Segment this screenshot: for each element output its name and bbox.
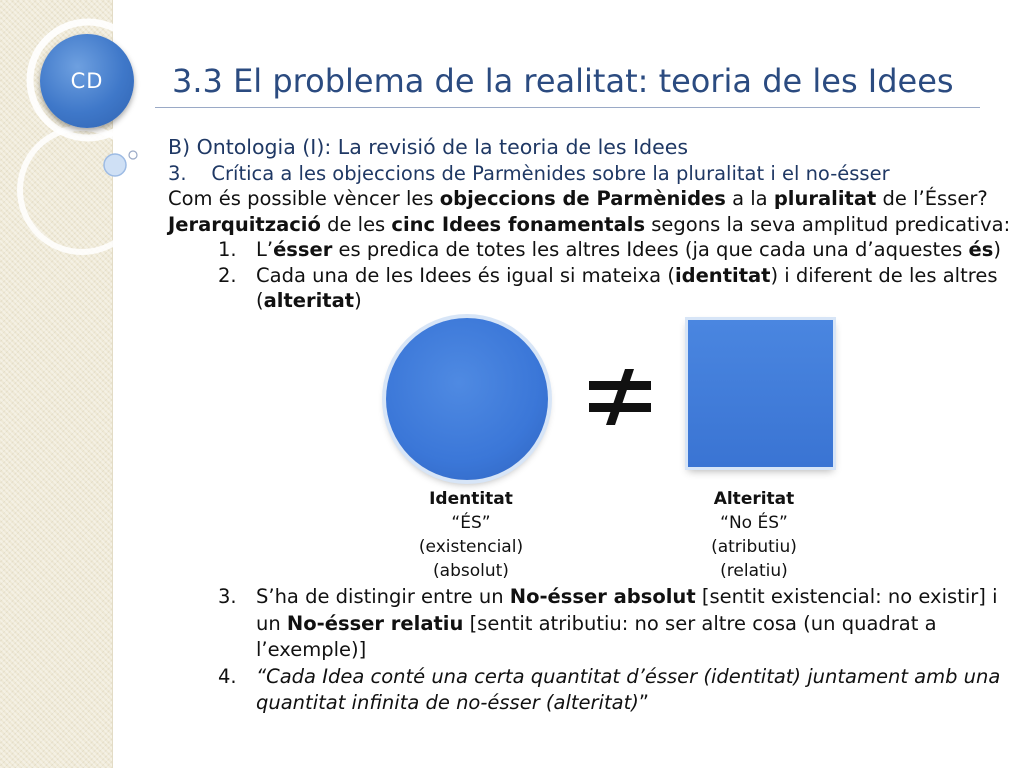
text: ) [993,238,1001,261]
text-bold: Jerarquització [168,212,321,236]
list-item-3-end [168,637,968,664]
hierarchy-line [168,212,1011,238]
list-item-4-continued [168,690,968,717]
identity-alterity-diagram [380,312,840,482]
text-bold: ésser [273,238,333,261]
text-bold: No-ésser relatiu [286,611,464,635]
alterity-title: Alteritat [713,489,795,509]
identity-line-3: (absolut) [433,561,509,581]
text: segons la seva amplitud predicativa: [645,212,1011,236]
text: ( [256,289,264,312]
point-3-text: Crítica a les objeccions de Parmènides sobre la pluralitat i el no-ésser [211,161,890,185]
cd-badge [40,34,134,128]
item-number: 4. [218,664,237,688]
text: [sentit existencial: no existir] i [695,585,998,608]
text: es predica de totes les altres Idees (ja que cada una d’aquestes [332,238,969,261]
neq-slash [606,369,634,425]
dot-blue [104,154,126,176]
text: L’ [256,238,274,261]
text: un [256,611,287,635]
text: l’exemple)] [256,638,367,661]
quote-text: “Cada Idea conté una certa quantitat d’ésser (identitat) juntament amb una [256,664,1001,688]
text-bold: alteritat [263,289,355,312]
slide-content [168,135,1011,314]
quote-close: ” [638,691,649,714]
text-bold: No-ésser absolut [509,585,696,608]
ring-lower [20,128,144,252]
title-divider [155,107,980,108]
alterity-square [688,320,833,467]
list-item-3-continued [168,611,968,638]
item-number: 2. [218,263,237,287]
lower-list [168,584,1001,717]
question-line [168,186,988,212]
alterity-line-1: “No ÉS” [720,513,788,533]
text: de l’Ésser? [876,187,988,210]
text-bold: cinc Idees fonamentals [391,212,646,236]
text: Com és possible vèncer les [168,187,440,210]
alterity-line-3: (relatiu) [720,561,788,581]
badge-label: CD [70,69,104,93]
identity-line-1: “ÉS” [451,513,491,533]
text: ) i diferent de les altres [770,263,998,287]
quote-text: quantitat infinita de no-ésser (alteritat) [256,691,639,714]
slide-title: 3.3 El problema de la realitat: teoria de les Idees [172,62,954,100]
identity-circle [386,318,548,480]
text: Cada una de les Idees és igual si mateixa ( [256,263,675,287]
dot-small [129,151,137,159]
alterity-caption [684,487,824,583]
text: de les [320,212,392,236]
list-item-1 [168,237,1001,263]
identity-title: Identitat [429,489,513,509]
list-item-2 [168,263,998,289]
text: a la [725,187,774,210]
text-bold: identitat [674,263,771,287]
text-bold: objeccions de Parmènides [439,187,726,210]
list-item-3 [168,584,998,611]
item-number: 3. [218,585,237,608]
point-3-number: 3. [168,161,187,185]
list-item-2-continued [168,288,968,314]
text-bold: és [968,238,994,261]
list-item-4 [168,664,1001,691]
text-bold: pluralitat [773,187,877,210]
section-subtitle: B) Ontologia (I): La revisió de la teoria de les Idees [168,135,689,159]
item-number: 1. [218,238,237,261]
text: [sentit atributiu: no ser altre cosa (un quadrat a [463,611,937,635]
identity-caption [400,487,542,583]
alterity-line-2: (atributiu) [711,537,797,557]
point-3 [168,161,968,187]
text: S’ha de distingir entre un [256,585,510,608]
not-equal-icon [585,367,655,427]
identity-line-2: (existencial) [418,537,524,557]
text: ) [354,289,362,312]
